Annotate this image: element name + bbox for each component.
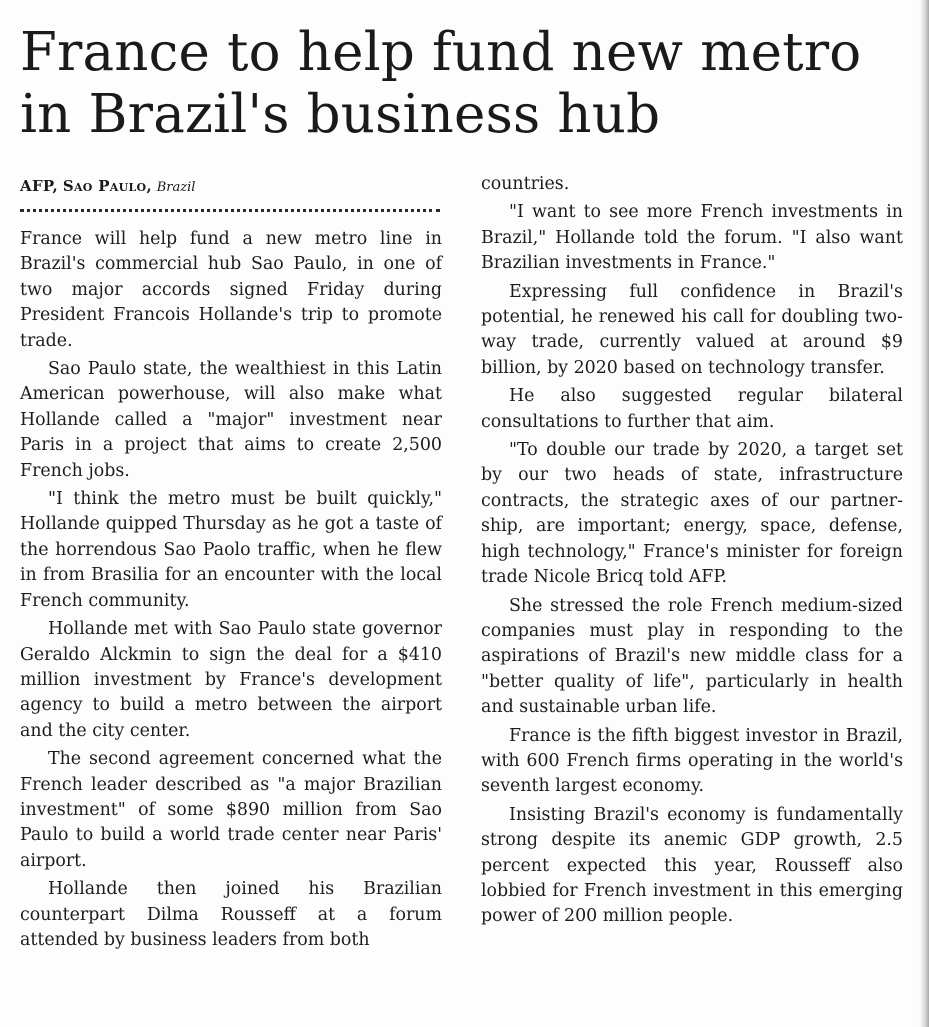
dotted-divider: [20, 209, 440, 212]
article-column-2: [481, 172, 903, 933]
paragraph: "I think the metro must be built quickly," Hollande quipped Thursday as he got a taste of the horrendous Sao Paolo traffic, when he flew in from Brasilia for an encounter with the local French community.: [20, 489, 442, 611]
byline-country: Brazil: [156, 180, 196, 195]
paragraph: Expressing full confidence in Brazil's potential, he renewed his call for doubling two-way trade, currently valued at around $9 billion, by 2020 based on technology transfer.: [481, 281, 903, 378]
headline: France to help fund new metro in Brazil's business hub: [20, 22, 862, 145]
page-edge-shadow: [919, 0, 929, 1027]
paragraph: He also suggested regular bilateral consultations to further that aim.: [481, 386, 903, 432]
byline-agency: AFP,: [20, 177, 59, 195]
article-column-1: [20, 227, 442, 956]
paragraph: France will help fund a new metro line in Brazil's commercial hub Sao Paulo, in one of two major accords signed Friday during President Francois Hollande's trip to promote trade.: [20, 229, 442, 351]
byline: [20, 176, 440, 198]
paragraph: She stressed the role French medium-sized companies must play in responding to the aspirations of Brazil's new middle class for a "better quality of life", particularly in health and sustainable urban life.: [481, 595, 903, 718]
paragraph: The second agreement concerned what the French leader described as "a major Brazilian investment" of some $890 million from Sao Paulo to build a world trade center near Paris' airport.: [20, 749, 442, 871]
paragraph: countries.: [481, 174, 570, 194]
byline-city: Sao Paulo,: [62, 177, 152, 195]
paragraph: Hollande then joined his Brazilian counterpart Dilma Rousseff at a forum attended by business leaders from both: [20, 879, 442, 950]
paragraph: "I want to see more French investments in Brazil," Hollande told the forum. "I also want Brazilian investments in France.": [481, 202, 903, 274]
paragraph: Hollande met with Sao Paulo state governor Geraldo Alckmin to sign the deal for a $410 million investment by France's development agency to build a metro between the airport and the city center.: [20, 619, 442, 741]
paragraph: "To double our trade by 2020, a target set by our two heads of state, infrastructure contracts, the strategic axes of our partnership, are important; energy, space, defense, high technology," France's minister for foreign trade Nicole Bricq told AFP.: [481, 440, 903, 588]
paragraph: Sao Paulo state, the wealthiest in this Latin American powerhouse, will also make what Hollande called a "major" investment near Paris in a project that aims to create 2,500 French jobs.: [20, 359, 442, 481]
paragraph: France is the fifth biggest investor in Brazil, with 600 French firms operating in the world's seventh largest economy.: [481, 725, 903, 797]
paragraph: Insisting Brazil's economy is fundamentally strong despite its anemic GDP growth, 2.5 percent expected this year, Rousseff also lobbied for French investment in this emerging power of 200 million people.: [481, 804, 903, 927]
